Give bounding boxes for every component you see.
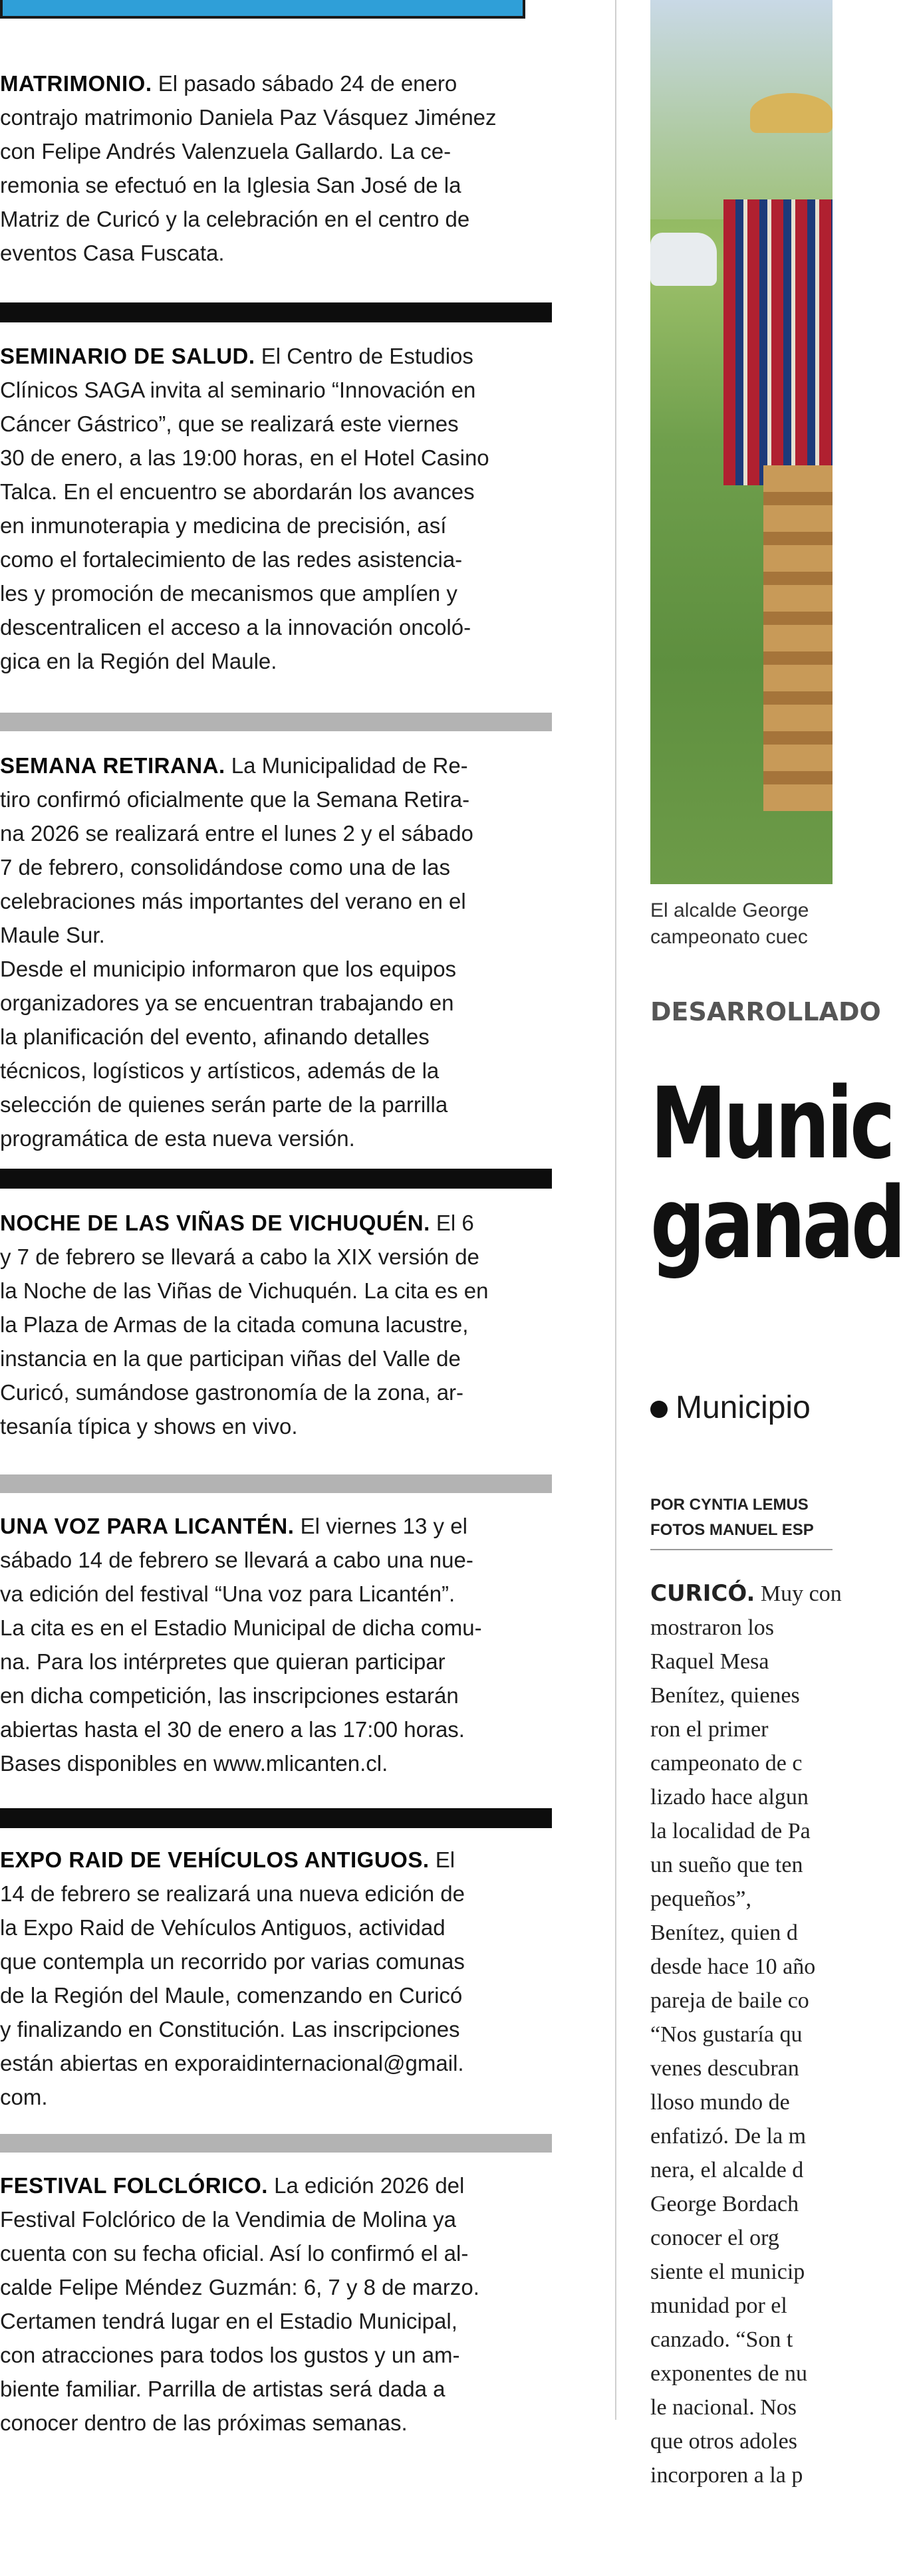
article-line: la localidad de Pa xyxy=(650,1819,811,1843)
brief-line: contrajo matrimonio Daniela Paz Vásquez Jiménez xyxy=(0,105,497,130)
brief-line: Matriz de Curicó y la celebración en el centro de xyxy=(0,207,470,231)
article-text: Muy con xyxy=(755,1581,842,1606)
brief-line: Festival Folclórico de la Vendimia de Molina ya xyxy=(0,2207,456,2232)
brief-line: en dicha competición, las inscripciones estarán xyxy=(0,1683,459,1708)
article-line: lloso mundo de xyxy=(650,2090,790,2115)
caption-line: El alcalde George xyxy=(650,899,809,921)
photo-hat xyxy=(750,93,833,133)
brief-line: El viernes 13 y el xyxy=(300,1514,467,1538)
brief-line: Talca. En el encuentro se abordarán los avances xyxy=(0,479,475,504)
article-line: canzado. “Son t xyxy=(650,2327,793,2352)
brief-line: como el fortalecimiento de las redes asistencia- xyxy=(0,547,463,572)
brief-line: Curicó, sumándose gastronomía de la zona, ar- xyxy=(0,1380,464,1405)
brief-line: El xyxy=(435,1847,455,1872)
brief-line: La edición 2026 del xyxy=(274,2173,465,2198)
feature-column xyxy=(650,0,903,2576)
brief-line: y finalizando en Constitución. Las inscripciones xyxy=(0,2017,460,2042)
article-line: desde hace 10 año xyxy=(650,1954,816,1979)
photo-trophy xyxy=(763,465,833,811)
headline xyxy=(650,1066,903,1280)
byline-rule xyxy=(650,1549,833,1550)
byline xyxy=(650,1492,814,1543)
article-line: le nacional. Nos xyxy=(650,2395,797,2420)
article-line: Raquel Mesa xyxy=(650,1649,769,1674)
article-line: siente el municip xyxy=(650,2260,805,2284)
brief-line: que contempla un recorrido por varias comunas xyxy=(0,1949,465,1974)
brief-line: celebraciones más importantes del verano en el xyxy=(0,889,466,913)
brief-line: abiertas hasta el 30 de enero a las 17:00 horas. xyxy=(0,1717,465,1742)
article-line: munidad por el xyxy=(650,2293,787,2318)
brief-line: con atracciones para todos los gustos y un am- xyxy=(0,2343,460,2367)
brief-kicker: MATRIMONIO. xyxy=(0,71,152,96)
feature-photo xyxy=(650,0,833,884)
brief-line: com. xyxy=(0,2085,48,2109)
brief-line: selección de quienes serán parte de la parrilla xyxy=(0,1092,448,1117)
article-line: incorporen a la p xyxy=(650,2463,803,2488)
subhead-text: Municipio xyxy=(676,1390,811,1425)
article-line: enfatizó. De la m xyxy=(650,2124,807,2149)
brief-line: y 7 de febrero se llevará a cabo la XIX versión de xyxy=(0,1244,479,1269)
brief-line: 14 de febrero se realizará una nueva edición de xyxy=(0,1881,465,1906)
brief-line: están abiertas en exporaidinternacional@gmail. xyxy=(0,2051,464,2075)
brief-line: tiro confirmó oficialmente que la Semana Retira- xyxy=(0,787,470,812)
article-line: pareja de baile co xyxy=(650,1988,809,2013)
brief-voz-licanten xyxy=(0,1509,552,1780)
brief-line: remonia se efectuó en la Iglesia San José de la xyxy=(0,173,461,197)
brief-line: sábado 14 de febrero se llevará a cabo una nue- xyxy=(0,1548,473,1572)
brief-line: la planificación del evento, afinando detalles xyxy=(0,1024,430,1049)
brief-line: les y promoción de mecanismos que amplíen y xyxy=(0,581,457,606)
brief-line: la Noche de las Viñas de Vichuquén. La cita es en xyxy=(0,1278,489,1303)
article-body xyxy=(650,1577,842,2492)
brief-line: na 2026 se realizará entre el lunes 2 y el sábado xyxy=(0,821,473,846)
brief-line: organizadores ya se encuentran trabajando en xyxy=(0,991,454,1015)
brief-line: descentralicen el acceso a la innovación oncoló- xyxy=(0,615,471,640)
column-divider xyxy=(615,0,616,2420)
article-line: pequeños”, xyxy=(650,1887,752,1911)
brief-line: cuenta con su fecha oficial. Así lo confirmó el al- xyxy=(0,2241,469,2266)
photo-car xyxy=(650,233,717,286)
brief-semana-retirana xyxy=(0,749,552,1155)
brief-matrimonio xyxy=(0,66,552,270)
article-line: Benítez, quienes xyxy=(650,1683,800,1708)
brief-expo-raid xyxy=(0,1843,552,2114)
brief-festival-folclorico xyxy=(0,2168,552,2440)
brief-kicker: SEMANA RETIRANA. xyxy=(0,753,225,778)
brief-line: Cáncer Gástrico”, que se realizará este viernes xyxy=(0,411,459,436)
article-dateline: CURICÓ. xyxy=(650,1580,755,1607)
divider-bar xyxy=(0,1169,552,1189)
divider-bar xyxy=(0,302,552,322)
brief-line: va edición del festival “Una voz para Licantén”. xyxy=(0,1581,455,1606)
brief-line: de la Región del Maule, comenzando en Curicó xyxy=(0,1983,463,2008)
article-line: conocer el org xyxy=(650,2226,779,2250)
brief-line: El 6 xyxy=(436,1211,474,1235)
brief-line: tesanía típica y shows en vivo. xyxy=(0,1414,298,1439)
byline-photos: FOTOS MANUEL ESP xyxy=(650,1521,814,1539)
brief-line: programática de esta nueva versión. xyxy=(0,1126,355,1151)
brief-line: conocer dentro de las próximas semanas. xyxy=(0,2410,408,2435)
article-line: que otros adoles xyxy=(650,2429,797,2454)
article-line: Benítez, quien d xyxy=(650,1921,798,1945)
brief-seminario-salud xyxy=(0,339,552,678)
brief-line: El Centro de Estudios xyxy=(261,344,473,368)
divider-bar xyxy=(0,1474,552,1493)
bullet-icon xyxy=(650,1401,668,1418)
headline-line: ganad xyxy=(650,1166,903,1280)
brief-kicker: EXPO RAID DE VEHÍCULOS ANTIGUOS. xyxy=(0,1847,430,1872)
brief-line: Desde el municipio informaron que los equipos xyxy=(0,957,457,981)
brief-line: la Expo Raid de Vehículos Antiguos, actividad xyxy=(0,1915,446,1940)
brief-kicker: NOCHE DE LAS VIÑAS DE VICHUQUÉN. xyxy=(0,1211,430,1235)
brief-line: El pasado sábado 24 de enero xyxy=(158,71,457,96)
article-line: mostraron los xyxy=(650,1615,775,1640)
article-line: un sueño que ten xyxy=(650,1853,803,1877)
brief-line: La cita es en el Estadio Municipal de dicha comu- xyxy=(0,1615,482,1640)
article-line xyxy=(650,1577,842,1611)
brief-kicker: FESTIVAL FOLCLÓRICO. xyxy=(0,2173,268,2198)
article-line: nera, el alcalde d xyxy=(650,2158,804,2182)
caption-line: campeonato cuec xyxy=(650,926,808,948)
article-line: lizado hace algun xyxy=(650,1785,809,1810)
article-line: exponentes de nu xyxy=(650,2361,808,2386)
photo-caption xyxy=(650,897,833,951)
brief-line: gica en la Región del Maule. xyxy=(0,649,277,673)
brief-line: técnicos, logísticos y artísticos, además de la xyxy=(0,1058,440,1083)
brief-noche-vinas xyxy=(0,1206,552,1443)
section-label: DESARROLLADO xyxy=(650,997,881,1026)
byline-author: POR CYNTIA LEMUS xyxy=(650,1496,809,1514)
brief-line: Certamen tendrá lugar en el Estadio Municipal, xyxy=(0,2309,457,2333)
brief-line: Maule Sur. xyxy=(0,923,105,947)
brief-kicker: SEMINARIO DE SALUD. xyxy=(0,344,255,368)
brief-line: eventos Casa Fuscata. xyxy=(0,241,225,265)
brief-line: con Felipe Andrés Valenzuela Gallardo. La ce- xyxy=(0,139,452,164)
photo-poncho xyxy=(723,199,833,485)
top-graphic-box xyxy=(0,0,525,19)
headline-line: Munic xyxy=(650,1066,892,1181)
brief-line: la Plaza de Armas de la citada comuna lacustre, xyxy=(0,1312,469,1337)
brief-line: biente familiar. Parrilla de artistas será dada a xyxy=(0,2377,446,2401)
subheadline xyxy=(650,1389,811,1426)
brief-line: La Municipalidad de Re- xyxy=(231,753,468,778)
article-line: George Bordach xyxy=(650,2192,799,2216)
brief-kicker: UNA VOZ PARA LICANTÉN. xyxy=(0,1514,295,1538)
brief-line: na. Para los intérpretes que quieran participar xyxy=(0,1649,446,1674)
article-line: venes descubran xyxy=(650,2056,799,2081)
article-line: campeonato de c xyxy=(650,1751,803,1776)
article-line: “Nos gustaría qu xyxy=(650,2022,803,2047)
article-line: ron el primer xyxy=(650,1717,769,1742)
brief-line: Clínicos SAGA invita al seminario “Innovación en xyxy=(0,378,476,402)
brief-line: 7 de febrero, consolidándose como una de las xyxy=(0,855,450,879)
divider-bar xyxy=(0,713,552,731)
brief-line: en inmunoterapia y medicina de precisión, así xyxy=(0,513,447,538)
divider-bar xyxy=(0,2134,552,2153)
divider-bar xyxy=(0,1808,552,1828)
brief-line: calde Felipe Méndez Guzmán: 6, 7 y 8 de marzo. xyxy=(0,2275,479,2299)
brief-line: 30 de enero, a las 19:00 horas, en el Hotel Casino xyxy=(0,445,489,470)
brief-line: instancia en la que participan viñas del Valle de xyxy=(0,1346,461,1371)
brief-line: Bases disponibles en www.mlicanten.cl. xyxy=(0,1751,388,1776)
